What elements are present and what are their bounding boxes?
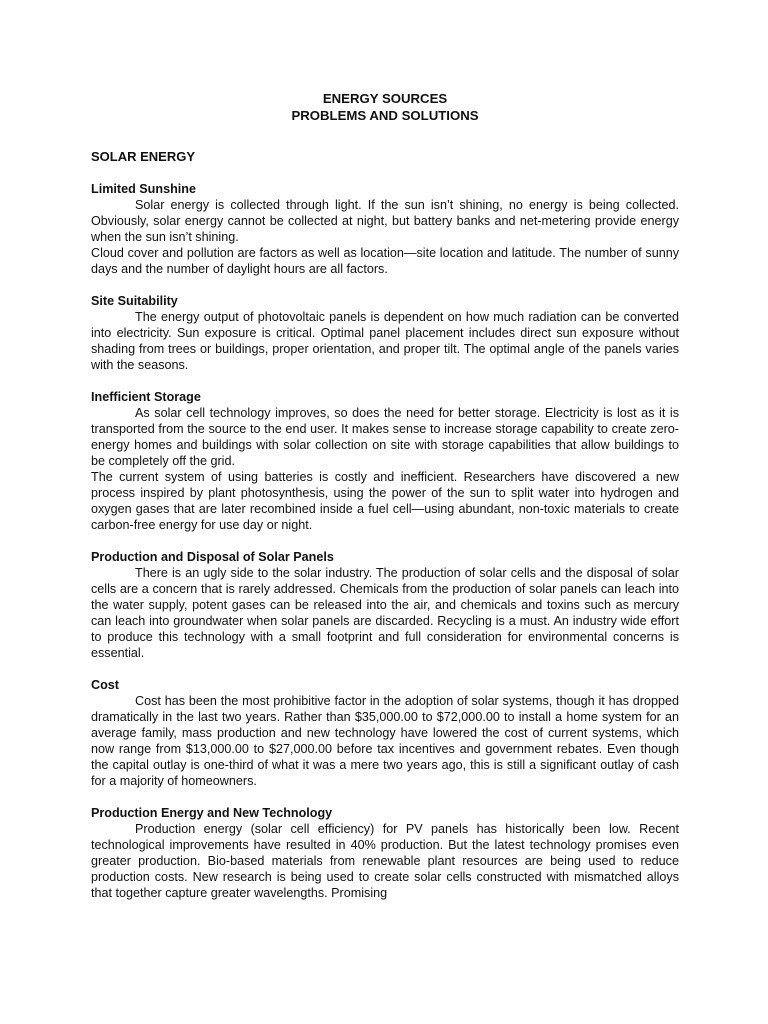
subsection-heading: Production Energy and New Technology [91, 806, 333, 820]
paragraph: Cloud cover and pollution are factors as well as location—site location and latitude. The number of sunny days and the number of daylight hours are all factors. [91, 246, 679, 276]
subsection-production-energy [91, 805, 679, 901]
document-page [91, 90, 679, 901]
paragraph: The energy output of photovoltaic panels is dependent on how much radiation can be converted into electricity. Sun exposure is critical. Optimal panel placement includes direct sun exposure without shading from trees or buildings, proper orientation, and proper tilt. The optimal angle of the panels varies with the seasons. [91, 310, 679, 372]
paragraph: There is an ugly side to the solar industry. The production of solar cells and the disposal of solar cells are a concern that is rarely addressed. Chemicals from the production of solar panels can leach into the water supply, potent gases can be released into the air, and chemicals and toxins such as mercury can leach into groundwater when solar panels are discarded. Recycling is a must. An industry wide effort to produce this technology with a small footprint and full consideration for environmental concerns is essential. [91, 566, 679, 660]
paragraph: Production energy (solar cell efficiency) for PV panels has historically been low. Recent technological improvements have resulted in 40% production. But the latest technology promises even greater production. Bio-based materials from renewable plant resources are being used to reduce production costs. New research is being used to create solar cells constructed with mismatched alloys that together capture greater wavelengths. Promising [91, 822, 679, 900]
paragraph: Cost has been the most prohibitive factor in the adoption of solar systems, though it has dropped dramatically in the last two years. Rather than $35,000.00 to $72,000.00 to install a home system for an average family, mass production and new technology have lowered the cost of current systems, which now range from $13,000.00 to $27,000.00 before tax incentives and government rebates. Even though the capital outlay is one-third of what it was a mere two years ago, this is still a significant outlay of cash for a majority of homeowners. [91, 694, 679, 788]
paragraph: As solar cell technology improves, so does the need for better storage. Electricity is lost as it is transported from the source to the end user. It makes sense to increase storage capability to create zero-energy homes and buildings with solar collection on site with storage capabilities that allow buildings to be completely off the grid. [91, 406, 679, 468]
section-heading-solar-energy: SOLAR ENERGY [91, 149, 196, 164]
subsection-heading: Site Suitability [91, 294, 178, 308]
subsection-cost [91, 677, 679, 789]
subsection-heading: Production and Disposal of Solar Panels [91, 550, 334, 564]
subsection-heading: Cost [91, 678, 119, 692]
document-title-line1: ENERGY SOURCES [322, 91, 448, 106]
subsection-production-disposal [91, 549, 679, 661]
subsection-limited-sunshine [91, 181, 679, 277]
subsection-heading: Inefficient Storage [91, 390, 201, 404]
subsection-heading: Limited Sunshine [91, 182, 196, 196]
subsection-inefficient-storage [91, 389, 679, 533]
paragraph: Solar energy is collected through light. If the sun isn’t shining, no energy is being collected. Obviously, solar energy cannot be collected at night, but battery banks and net-metering provide energy when the sun isn’t shining. [91, 198, 679, 244]
paragraph: The current system of using batteries is costly and inefficient. Researchers have discovered a new process inspired by plant photosynthesis, using the power of the sun to split water into hydrogen and oxygen gases that are later recombined inside a fuel cell—using abundant, non-toxic materials to create carbon-free energy for use day or night. [91, 470, 679, 532]
document-title-line2: PROBLEMS AND SOLUTIONS [291, 108, 479, 123]
subsection-site-suitability [91, 293, 679, 373]
